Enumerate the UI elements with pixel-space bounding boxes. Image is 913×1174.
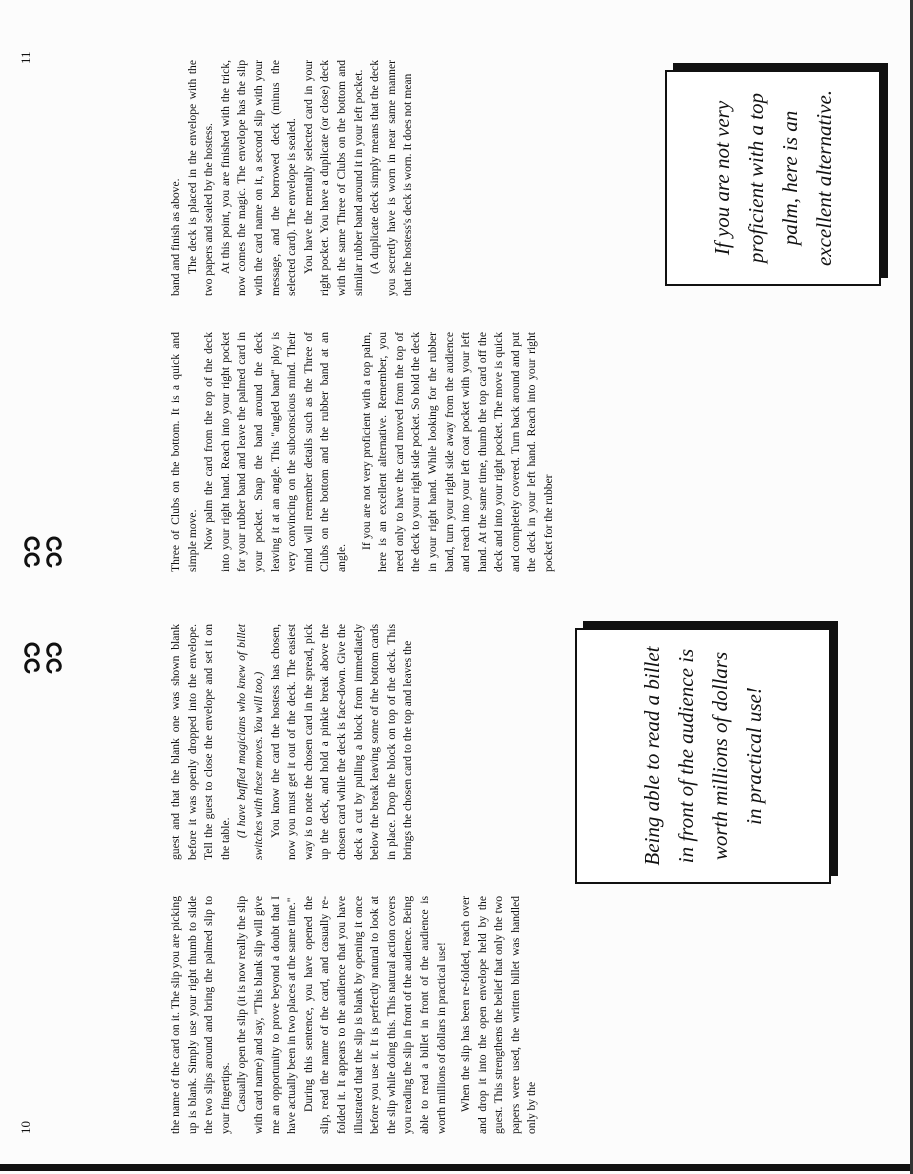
paragraph: At this point, you are finished with the trick, now comes the magic. The envelope has the slip with the card name on it, a second slip with your message, and the borrowed deck (minus the selected card). The envelope is sealed. <box>218 60 299 296</box>
pull-quote-page-11 <box>665 70 881 286</box>
paragraph: When the slip has been re-folded, reach over and drop it into the open envelope held by the guest. This strengthens the belief that only the two papers were used, the written billet was handled only by the <box>459 896 539 1134</box>
paragraph: (A duplicate deck simply means that the deck you secretly have is worn in near same manner that the hostess's deck is worn. It does not mean <box>368 60 415 296</box>
paragraph: You have the mentally selected card in your right pocket. You have a duplicate (or close) deck with the same Three of Clubs on the bottom and similar rubber band around it in your left pocket. <box>301 60 365 296</box>
page-11-column-1 <box>168 332 558 572</box>
paragraph: the name of the card on it. The slip you are picking up is blank. Simply use your right thumb to slide the two slips around and bring the palmed slip to your fingertips. <box>169 896 232 1134</box>
paragraph: During this sentence, you have opened the slip, read the name of the card, and casually re-folded it. It appears to the audience that you have illustrated that the slip is blank by opening it once before you use it. It is perfectly natural to look at the slip while doing this. This natural action covers you reading the slip in front of the audience. Being able to read a billet in front of the audience is worth millions of dollars in practical use! <box>301 896 448 1134</box>
page-number-10: 10 <box>18 1121 33 1134</box>
paragraph: You know the card the hostess has chosen, now you must get it out of the deck. The easiest way is to note the chosen card in the spread, pick up the deck, and hold a pinkie break above the chosen card while the deck is face-down. Give the deck a cut by pulling a block from immediately below the break leaving some of the bottom cards in place. Drop the block on top of the deck. This brings the chosen card to the top and leaves the <box>268 624 415 860</box>
page-10-column-2 <box>168 624 417 860</box>
page-11-column-2 <box>168 60 417 296</box>
paragraph-italic-note: (I have baffled magicians who knew of billet switches with these moves. You will too.) <box>235 624 265 860</box>
paragraph: Casually open the slip (it is now really the slip with card name) and say, "This blank slip will give me an opportunity to prove beyond a doubt that I have actually been in two places at the same time." <box>235 896 299 1134</box>
paragraph: Three of Clubs on the bottom. It is a quick and simple move. <box>169 332 199 572</box>
paragraph: If you are not very proficient with a top palm, here is an excellent alternative. Remember, you need only to have the card moved from the top of the deck to your right side pocket. So hold the deck in your right hand. While looking for the rubber band, turn your right side away from the audience and reach into your left coat pocket with your left hand. At the same time, thumb the top card off the deck and into your right pocket. The move is quick and completely covered. Turn back around and put the deck in your left hand. Reach into your right pocket for the rubber <box>359 332 556 572</box>
page-10-column-1 <box>168 896 541 1134</box>
paragraph: Now palm the card from the top of the deck into your right hand. Reach into your right pocket for your rubber band and leave the palmed card in your pocket. Snap the band around the deck leaving it at an angle. This "angled band" ploy is very convincing on the subconscious mind. Their mind will remember details such as the Three of Clubs on the bottom and the rubber band at an angle. <box>202 332 348 572</box>
double-swirl-ornament-icon <box>22 618 62 676</box>
scan-edge-bottom <box>0 1164 913 1171</box>
page-number-11: 11 <box>18 51 33 64</box>
pull-quote-text: If you are not very proficient with a top palm, here is an excellent alternative. <box>710 89 836 267</box>
paragraph: The deck is placed in the envelope with the two papers and sealed by the hostess. <box>185 60 216 296</box>
pull-quote-text: Being able to read a billet in front of the audience is worth millions of dollars in practical use! <box>640 646 766 866</box>
double-swirl-ornament-icon <box>22 512 62 570</box>
pull-quote-page-10 <box>575 628 831 884</box>
paragraph: guest and that the blank one was shown blank before it was openly dropped into the envelope. Tell the guest to close the envelope and set it on the table. <box>169 624 232 860</box>
paragraph: band and finish as above. <box>169 178 182 296</box>
